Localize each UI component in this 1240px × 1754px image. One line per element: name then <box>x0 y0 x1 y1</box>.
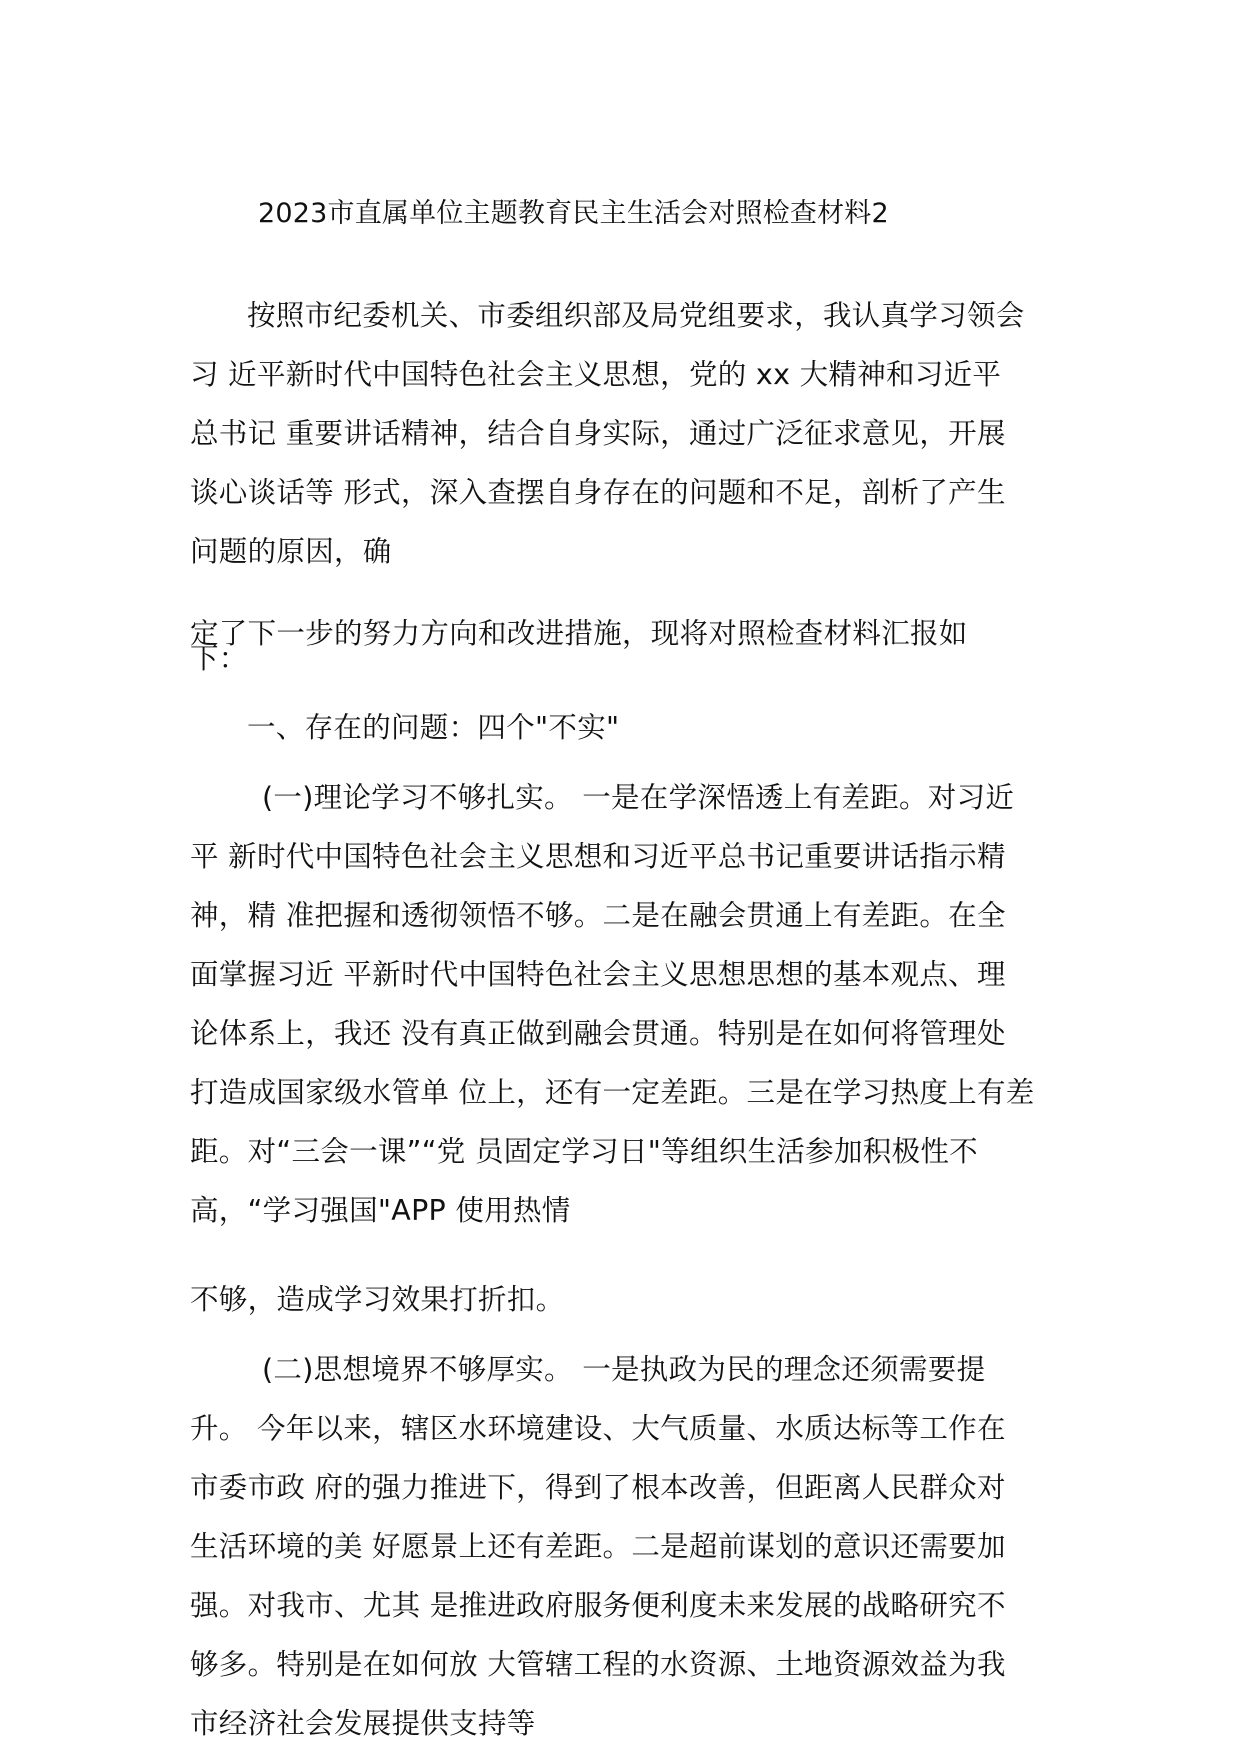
paragraph-line: 市经济社会发展提供支持等 <box>190 1707 536 1740</box>
section-heading: 一、存在的问题：四个"不实" <box>247 711 620 744</box>
document-title: 2023市直属单位主题教育民主生活会对照检查材料2 <box>258 198 889 229</box>
paragraph-line: 习 近平新时代中国特色社会主义思想，党的 xx 大精神和习近平 <box>190 358 1002 391</box>
paragraph-line: 够多。特别是在如何放 大管辖工程的水资源、土地资源效益为我 <box>190 1648 1006 1681</box>
paragraph-line: 总书记 重要讲话精神，结合自身实际，通过广泛征求意见，开展 <box>190 417 1006 450</box>
paragraph-line: 定了下一步的努力方向和改进措施，现将对照检查材料汇报如 <box>190 617 968 650</box>
paragraph-line: 谈心谈话等 形式，深入查摆自身存在的问题和不足，剖析了产生 <box>190 476 1006 509</box>
paragraph-line: 市委市政 府的强力推进下，得到了根本改善，但距离人民群众对 <box>190 1471 1006 1504</box>
paragraph-line: 按照市纪委机关、市委组织部及局党组要求，我认真学习领会 <box>247 299 1025 332</box>
paragraph-line: 问题的原因，确 <box>190 535 392 568</box>
paragraph-line: 不够，造成学习效果打折扣。 <box>190 1283 565 1316</box>
paragraph-line: 高，“学习强国"APP 使用热情 <box>190 1194 571 1227</box>
paragraph-line: 升。 今年以来，辖区水环境建设、大气质量、水质达标等工作在 <box>190 1412 1006 1445</box>
paragraph-line: 神，精 准把握和透彻领悟不够。二是在融会贯通上有差距。在全 <box>190 899 1006 932</box>
paragraph-line: 面掌握习近 平新时代中国特色社会主义思想思想的基本观点、理 <box>190 958 1006 991</box>
paragraph-line: (二)思想境界不够厚实。 一是执政为民的理念还须需要提 <box>262 1353 986 1386</box>
paragraph-line: 距。对“三会一课”“党 员固定学习日"等组织生活参加积极性不 <box>190 1135 978 1168</box>
paragraph-line: 下： <box>190 642 248 675</box>
paragraph-line: 生活环境的美 好愿景上还有差距。二是超前谋划的意识还需要加 <box>190 1530 1006 1563</box>
paragraph-line: 论体系上，我还 没有真正做到融会贯通。特别是在如何将管理处 <box>190 1017 1006 1050</box>
paragraph-line: 强。对我市、尤其 是推进政府服务便利度未来发展的战略研究不 <box>190 1589 1006 1622</box>
paragraph-line: 平 新时代中国特色社会主义思想和习近平总书记重要讲话指示精 <box>190 840 1006 873</box>
paragraph-line: 打造成国家级水管单 位上，还有一定差距。三是在学习热度上有差 <box>190 1076 1035 1109</box>
paragraph-line: (一)理论学习不够扎实。 一是在学深悟透上有差距。对习近 <box>262 781 1015 814</box>
